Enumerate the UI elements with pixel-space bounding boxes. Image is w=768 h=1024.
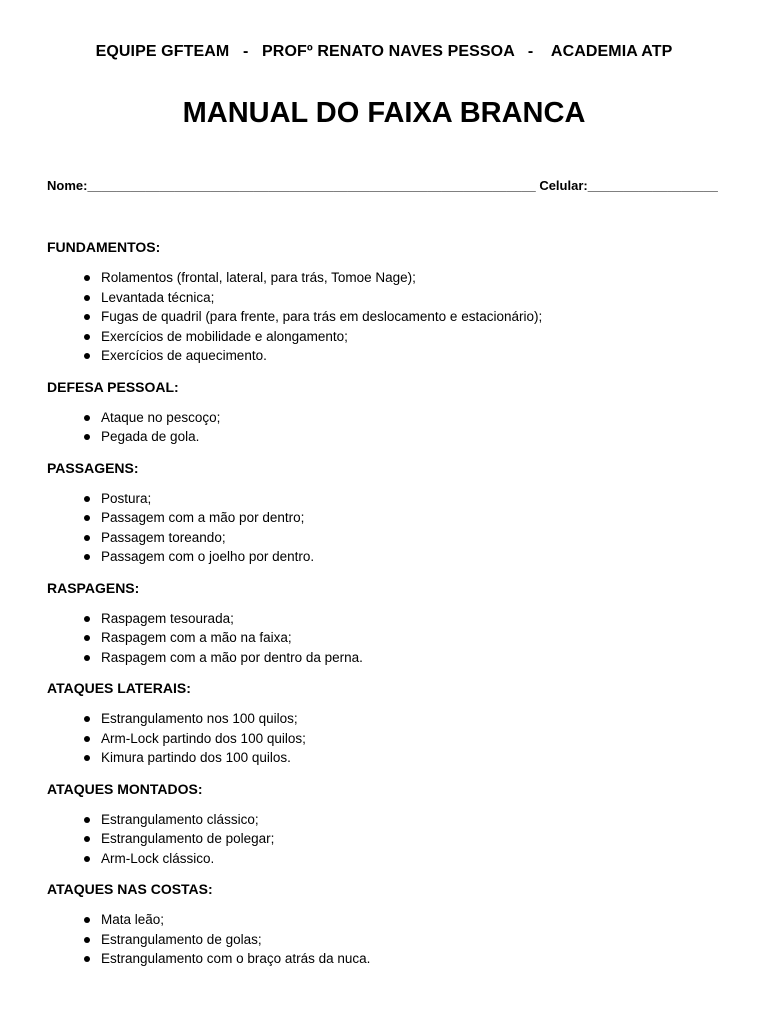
list-item [47,628,747,648]
bullet-icon [84,314,90,320]
section [47,458,747,567]
bullet-icon [84,836,90,842]
list-item-text: Estrangulamento nos 100 quilos; [101,711,298,726]
bullet-list [47,810,747,869]
list-item-text: Arm-Lock partindo dos 100 quilos; [101,730,306,746]
list-item-text: Levantada técnica; [101,289,215,305]
list-item-text: Raspagem com a mão na faixa; [101,630,292,645]
section [47,237,747,366]
bullet-list [47,408,747,447]
section [47,578,747,668]
bullet-icon [84,755,90,761]
list-item-text: Exercícios de aquecimento. [101,348,267,363]
list-item [47,327,747,347]
list-item [47,547,747,567]
bullet-icon [84,716,90,722]
bullet-icon [84,655,90,661]
bullet-icon [84,856,90,862]
bullet-icon [84,817,90,823]
list-item [47,528,747,548]
bullet-icon [84,496,90,502]
bullet-icon [84,937,90,943]
list-item [47,427,747,447]
section-title: ATAQUES LATERAIS: [47,680,191,696]
list-item-text: Estrangulamento com o braço atrás da nuca. [101,951,371,966]
list-item-text: Raspagem tesourada; [101,610,234,626]
bullet-icon [84,434,90,440]
bullet-icon [84,917,90,923]
list-item [47,949,747,969]
list-item-text: Passagem com a mão por dentro; [101,510,305,525]
list-item [47,729,747,749]
list-item-text: Postura; [101,490,152,506]
bullet-list [47,268,747,366]
list-item [47,709,747,729]
list-item [47,930,747,950]
bullet-icon [84,635,90,641]
section-title: ATAQUES NAS COSTAS: [47,881,213,897]
list-item [47,346,747,366]
list-item [47,307,747,327]
bullet-icon [84,956,90,962]
list-item [47,489,747,509]
bullet-list [47,709,747,768]
list-item-text: Estrangulamento clássico; [101,811,259,827]
section-title: DEFESA PESSOAL: [47,378,179,395]
bullet-icon [84,515,90,521]
list-item-text: Rolamentos (frontal, lateral, para trás, Tomoe Nage); [101,270,416,285]
list-item [47,508,747,528]
bullet-icon [84,535,90,541]
bullet-list [47,609,747,668]
list-item-text: Arm-Lock clássico. [101,850,215,866]
name-phone-form-line: Nome:______________________________________________________________ Celular:__________________ [47,178,718,193]
list-item-text: Estrangulamento de polegar; [101,831,275,846]
list-item [47,910,747,930]
list-item [47,849,747,869]
section-title: FUNDAMENTOS: [47,239,161,255]
list-item [47,648,747,668]
section-title: ATAQUES MONTADOS: [47,780,203,797]
list-item-text: Fugas de quadril (para frente, para trás em deslocamento e estacionário); [101,309,543,324]
bullet-icon [84,334,90,340]
list-item-text: Passagem toreando; [101,529,226,545]
list-item-text: Exercícios de mobilidade e alongamento; [101,328,348,344]
list-item-text: Raspagem com a mão por dentro da perna. [101,649,363,665]
section-title: PASSAGENS: [47,459,139,476]
list-item [47,609,747,629]
section [47,779,747,869]
list-item-text: Kimura partindo dos 100 quilos. [101,750,291,765]
section-title: RASPAGENS: [47,579,140,596]
list-item-text: Mata leão; [101,912,165,927]
bullet-icon [84,616,90,622]
list-item-text: Estrangulamento de golas; [101,931,262,947]
bullet-icon [84,275,90,281]
list-item [47,810,747,830]
bullet-icon [84,353,90,359]
section [47,678,747,768]
list-item [47,268,747,288]
bullet-icon [84,295,90,301]
bullet-icon [84,736,90,742]
list-item [47,748,747,768]
bullet-list [47,910,747,969]
list-item [47,408,747,428]
document-title: MANUAL DO FAIXA BRANCA [182,97,586,129]
sections-list [47,237,747,980]
list-item [47,829,747,849]
list-item-text: Pegada de gola. [101,429,200,444]
document-header: EQUIPE GFTEAM - PROFº RENATO NAVES PESSOA - ACADEMIA ATP [95,43,673,60]
list-item-text: Passagem com o joelho por dentro. [101,549,315,564]
list-item [47,288,747,308]
bullet-icon [84,554,90,560]
section [47,879,747,969]
bullet-list [47,489,747,567]
list-item-text: Ataque no pescoço; [101,409,221,425]
bullet-icon [84,415,90,421]
section [47,377,747,447]
